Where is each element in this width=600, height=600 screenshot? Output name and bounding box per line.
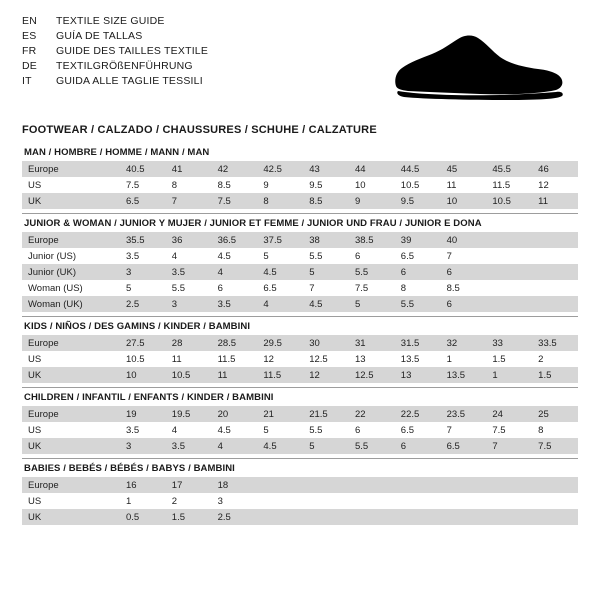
table-row [22,493,578,509]
language-row [22,59,208,73]
cell: 42.5 [257,161,303,177]
row-label: Europe [22,477,120,493]
cell: 4.5 [217,424,231,436]
language-row [22,29,208,43]
cell: 2 [538,353,544,365]
cell: 4.5 [257,264,303,280]
cell: 4 [212,264,258,280]
cell: 10.5 [166,367,212,383]
section-junior-woman [22,213,578,312]
cell: 8.5 [217,179,231,191]
cell: 10.5 [126,353,145,365]
cell-empty [303,509,349,525]
cell-empty [532,248,578,264]
cell: 12 [538,179,549,191]
section-kids [22,316,578,383]
language-title: GUIDA ALLE TAGLIE TESSILI [56,75,203,87]
size-table-children [22,406,578,454]
cell: 3 [120,264,166,280]
table-row [22,232,578,248]
cell: 28 [166,335,212,351]
cell: 13 [354,353,366,365]
cell: 8.5 [303,193,349,209]
cell-empty [486,296,532,312]
cell: 13.5 [400,353,420,365]
dress-shoe-icon [388,28,568,108]
cell: 11 [212,367,258,383]
cell: 13.5 [441,367,487,383]
cell: 28.5 [212,335,258,351]
row-label: Europe [22,232,120,248]
cell: 10 [441,193,487,209]
cell: 33 [486,335,532,351]
cell: 3.5 [166,438,212,454]
cell: 13 [395,367,441,383]
cell: 3.5 [166,264,212,280]
cell: 5.5 [349,264,395,280]
cell-empty [486,509,532,525]
cell: 0.5 [120,509,166,525]
cell: 19.5 [166,406,212,422]
cell: 37.5 [257,232,303,248]
cell: 8.5 [446,282,460,294]
cell-empty [532,493,578,509]
cell: 5.5 [171,282,186,294]
cell: 2.5 [120,296,166,312]
cell: 20 [212,406,258,422]
cell: 29.5 [257,335,303,351]
row-label: Woman (US) [28,282,83,294]
cell: 45 [441,161,487,177]
cell: 11 [532,193,578,209]
page-title: FOOTWEAR / CALZADO / CHAUSSURES / SCHUHE / CALZATURE [22,124,377,136]
cell: 31.5 [395,335,441,351]
cell-empty [303,493,349,509]
row-label: UK [22,509,120,525]
language-title: GUIDE DES TAILLES TEXTILE [56,45,209,57]
cell: 9 [349,193,395,209]
cell: 21.5 [303,406,349,422]
cell: 10 [120,367,166,383]
cell: 7.5 [532,438,578,454]
language-code: DE [22,60,37,72]
cell: 44.5 [395,161,441,177]
cell: 3 [166,296,212,312]
cell: 6.5 [400,424,414,436]
row-label: Europe [22,161,120,177]
cell: 6 [395,438,441,454]
cell: 7.5 [354,282,369,294]
cell: 10.5 [400,179,420,191]
cell: 23.5 [441,406,487,422]
cell: 3.5 [212,296,258,312]
size-table-junior-woman [22,232,578,312]
cell-empty [441,477,487,493]
cell: 6 [395,264,441,280]
cell: 6 [441,296,487,312]
cell: 46 [532,161,578,177]
cell-empty [395,509,441,525]
cell-empty [257,509,303,525]
cell: 5.5 [309,424,323,436]
cell: 5 [263,424,269,436]
cell-empty [257,477,303,493]
cell: 6.5 [263,282,277,294]
cell: 5.5 [309,250,323,262]
cell: 7 [446,424,452,436]
cell: 35.5 [120,232,166,248]
cell-empty [486,493,532,509]
cell: 8 [171,179,178,191]
row-label: UK [22,438,120,454]
cell: 12.5 [349,367,395,383]
table-row [22,422,578,438]
cell-empty [486,280,532,296]
cell: 36 [166,232,212,248]
cell: 4 [171,250,178,262]
cell: 6 [354,424,361,436]
table-row [22,264,578,280]
cell: 6 [441,264,487,280]
cell: 11.5 [492,179,511,191]
cell: 5 [303,264,349,280]
table-row [22,280,578,296]
cell-empty [486,232,532,248]
size-table-babies [22,477,578,525]
cell-empty [257,493,303,509]
cell: 7 [486,438,532,454]
row-label: UK [22,193,120,209]
cell: 21 [257,406,303,422]
cell: 4.5 [257,438,303,454]
cell: 10 [354,179,366,191]
language-title: TEXTILGRÖßENFÜHRUNG [56,60,193,72]
cell: 43 [303,161,349,177]
cell: 41 [166,161,212,177]
section-title: JUNIOR & WOMAN / JUNIOR Y MUJER / JUNIOR ET FEMME / JUNIOR UND FRAU / JUNIOR E DONA [22,213,578,232]
cell: 4 [212,438,258,454]
cell: 11 [446,179,457,191]
row-label: Junior (US) [28,250,77,262]
language-code: FR [22,45,37,57]
cell: 7.5 [492,424,506,436]
cell: 5 [349,296,395,312]
cell: 44 [349,161,395,177]
cell: 4 [257,296,303,312]
cell: 39 [395,232,441,248]
cell: 3 [120,438,166,454]
table-row [22,477,578,493]
table-row [22,161,578,177]
cell-empty [349,493,395,509]
row-label: Europe [22,406,120,422]
section-babies [22,458,578,525]
row-label: US [28,179,42,191]
table-row [22,248,578,264]
section-title: MAN / HOMBRE / HOMME / MANN / MAN [24,147,210,158]
cell-empty [532,232,578,248]
cell: 45.5 [486,161,532,177]
cell: 40.5 [120,161,166,177]
cell-empty [532,477,578,493]
cell: 7 [446,250,452,262]
cell: 1.5 [166,509,212,525]
cell: 2.5 [212,509,258,525]
language-row [22,74,208,88]
language-row [22,44,208,58]
cell: 5 [303,438,349,454]
cell: 4 [171,424,178,436]
cell: 33.5 [532,335,578,351]
language-title: TEXTILE SIZE GUIDE [56,15,165,27]
cell: 6.5 [400,250,414,262]
cell: 1.5 [532,367,578,383]
cell: 9.5 [395,193,441,209]
cell: 11.5 [217,353,236,365]
cell: 32 [441,335,487,351]
section-title: BABIES / BEBÉS / BÉBÉS / BABYS / BAMBINI [22,458,578,477]
cell: 7.5 [212,193,258,209]
language-row [22,14,208,28]
cell: 1 [446,353,452,365]
cell: 11 [171,353,182,365]
table-row [22,509,578,525]
cell: 7 [166,193,212,209]
cell: 1 [126,495,132,507]
cell: 38 [303,232,349,248]
cell: 40 [441,232,487,248]
cell: 5.5 [349,438,395,454]
language-code: EN [22,15,37,27]
cell: 17 [166,477,212,493]
row-label: US [28,495,42,507]
cell: 25 [532,406,578,422]
cell: 36.5 [212,232,258,248]
cell-empty [395,493,441,509]
cell: 1.5 [492,353,506,365]
document-header [22,14,578,108]
table-row [22,406,578,422]
table-row [22,367,578,383]
cell: 11.5 [257,367,303,383]
cell: 5.5 [395,296,441,312]
section-title: CHILDREN / INFANTIL / ENFANTS / KINDER / BAMBINI [22,387,578,406]
cell: 3 [217,495,223,507]
cell-empty [349,509,395,525]
cell: 5 [263,250,269,262]
language-list [22,14,208,88]
table-row [22,335,578,351]
cell-empty [486,477,532,493]
cell-empty [486,264,532,280]
cell: 8 [257,193,303,209]
cell: 31 [349,335,395,351]
cell: 1 [486,367,532,383]
row-label: UK [22,367,120,383]
cell: 7 [309,282,315,294]
size-table-kids [22,335,578,383]
language-title: GUÍA DE TALLAS [56,30,143,42]
table-row [22,296,578,312]
cell: 6.5 [441,438,487,454]
cell-empty [486,248,532,264]
cell-empty [532,296,578,312]
cell-empty [532,509,578,525]
cell: 3.5 [126,250,140,262]
cell-empty [395,477,441,493]
cell: 5 [126,282,132,294]
language-code: IT [22,75,32,87]
cell-empty [441,493,487,509]
cell: 38.5 [349,232,395,248]
cell: 42 [212,161,258,177]
cell: 18 [212,477,258,493]
table-row [22,193,578,209]
section-children [22,387,578,454]
cell: 6.5 [120,193,166,209]
cell: 9.5 [309,179,323,191]
section-title: KIDS / NIÑOS / DES GAMINS / KINDER / BAMBINI [22,316,578,335]
cell: 16 [120,477,166,493]
cell: 6 [217,282,223,294]
table-row [22,438,578,454]
section-man [22,143,578,209]
cell: 10.5 [486,193,532,209]
cell: 9 [263,179,269,191]
cell: 6 [354,250,361,262]
cell: 24 [486,406,532,422]
row-label: Junior (UK) [22,264,120,280]
cell: 30 [303,335,349,351]
cell: 27.5 [120,335,166,351]
row-label: Woman (UK) [22,296,120,312]
cell: 12 [303,367,349,383]
cell-empty [349,477,395,493]
cell: 22.5 [395,406,441,422]
cell-empty [303,477,349,493]
table-row [22,351,578,367]
language-code: ES [22,30,37,42]
cell: 8 [400,282,407,294]
cell: 4.5 [217,250,231,262]
cell: 3.5 [126,424,140,436]
cell: 4.5 [303,296,349,312]
row-label: US [28,424,42,436]
cell-empty [532,280,578,296]
cell: 12 [263,353,274,365]
cell-empty [441,509,487,525]
cell: 19 [120,406,166,422]
table-row [22,177,578,193]
size-table-man [22,161,578,209]
cell: 2 [171,495,178,507]
row-label: Europe [22,335,120,351]
cell: 12.5 [309,353,328,365]
cell: 8 [538,424,544,436]
row-label: US [28,353,42,365]
cell: 22 [349,406,395,422]
cell-empty [532,264,578,280]
cell: 7.5 [126,179,140,191]
